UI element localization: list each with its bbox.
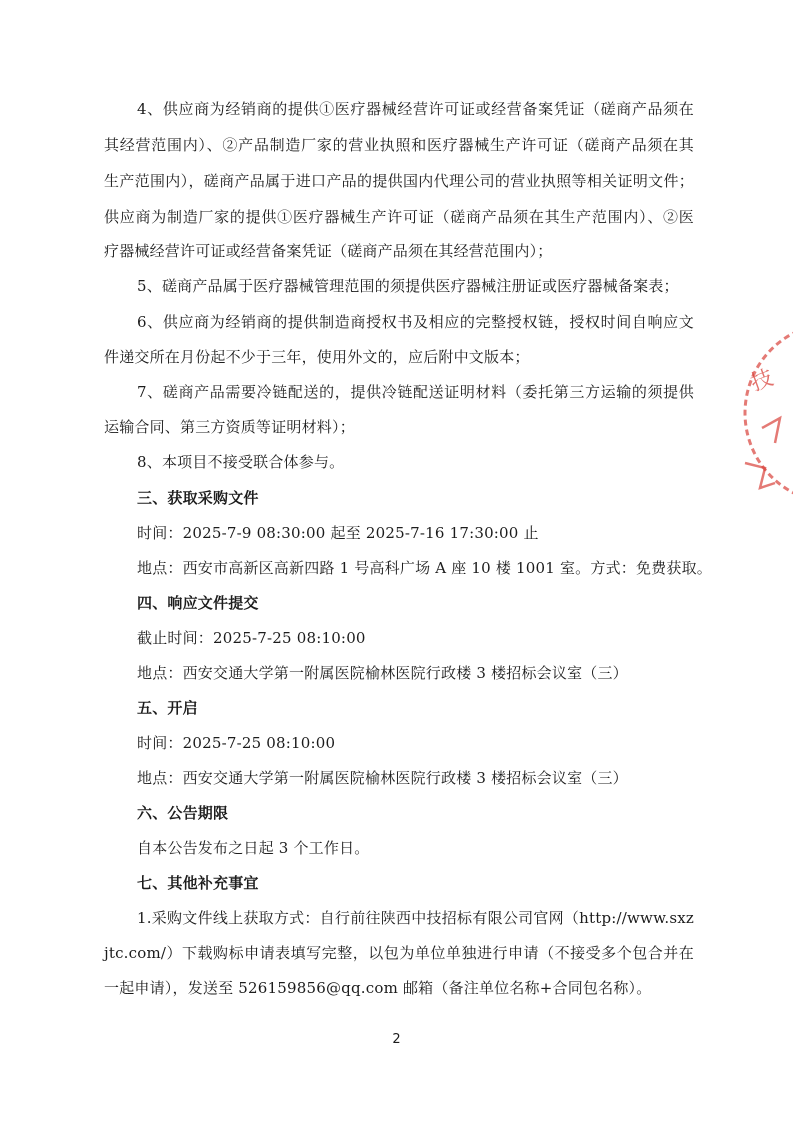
paragraph-line: 时间：2025-7-9 08:30:00 起至 2025-7-16 17:30:00 止 xyxy=(137,524,539,542)
section-heading: 五、开启 xyxy=(137,699,198,717)
section-heading: 三、获取采购文件 xyxy=(137,489,259,507)
paragraph-line: jtc.com/）下载购标申请表填写完整，以包为单位单独进行申请（不接受多个包合并在 xyxy=(104,944,694,962)
seal-character: 技 xyxy=(747,365,777,397)
paragraph-line: 地点：西安交通大学第一附属医院榆林医院行政楼 3 楼招标会议室（三） xyxy=(137,769,628,787)
paragraph-line: 5、磋商产品属于医疗器械管理范围的须提供医疗器械注册证或医疗器械备案表； xyxy=(137,277,679,295)
paragraph-line: 一起申请），发送至 526159856@qq.com 邮箱（备注单位名称+合同包名称）。 xyxy=(104,979,652,997)
section-heading: 四、响应文件提交 xyxy=(137,594,259,612)
page-number: 2 xyxy=(392,1032,401,1047)
paragraph-line: 时间：2025-7-25 08:10:00 xyxy=(137,734,336,752)
section-heading: 六、公告期限 xyxy=(137,804,229,822)
paragraph-line: 自本公告发布之日起 3 个工作日。 xyxy=(137,839,370,857)
paragraph-line: 1.采购文件线上获取方式：自行前往陕西中技招标有限公司官网（http://www.sxz xyxy=(137,909,694,927)
paragraph-line: 截止时间：2025-7-25 08:10:00 xyxy=(137,629,366,647)
section-heading: 七、其他补充事宜 xyxy=(137,874,259,892)
paragraph-line: 疗器械经营许可证或经营备案凭证（磋商产品须在其经营范围内）； xyxy=(104,242,553,260)
seal-ring xyxy=(745,323,793,503)
paragraph-line: 生产范围内），磋商产品属于进口产品的提供国内代理公司的营业执照等相关证明文件； xyxy=(104,172,694,190)
paragraph-line: 运输合同、第三方资质等证明材料）； xyxy=(104,418,355,436)
seal-stroke xyxy=(762,418,780,443)
paragraph-line: 其经营范围内）、②产品制造厂家的营业执照和医疗器械生产许可证（磋商产品须在其 xyxy=(104,136,694,154)
paragraph-line: 8、本项目不接受联合体参与。 xyxy=(137,453,345,471)
paragraph-line: 供应商为制造厂家的提供①医疗器械生产许可证（磋商产品须在其生产范围内）、②医 xyxy=(104,208,694,226)
paragraph-line: 地点：西安交通大学第一附属医院榆林医院行政楼 3 楼招标会议室（三） xyxy=(137,664,628,682)
paragraph-line: 6、供应商为经销商的提供制造商授权书及相应的完整授权链，授权时间自响应文 xyxy=(137,313,694,331)
paragraph-line: 地点：西安市高新区高新四路 1 号高科广场 A 座 10 楼 1001 室。方式：免费获取。 xyxy=(137,559,712,577)
paragraph-line: 7、磋商产品需要冷链配送的，提供冷链配送证明材料（委托第三方运输的须提供 xyxy=(137,383,694,401)
paragraph-line: 件递交所在月份起不少于三年，使用外文的，应后附中文版本； xyxy=(104,348,530,366)
company-seal-stamp xyxy=(740,318,793,508)
paragraph-line: 4、供应商为经销商的提供①医疗器械经营许可证或经营备案凭证（磋商产品须在 xyxy=(137,100,694,118)
seal-stroke xyxy=(745,463,775,488)
